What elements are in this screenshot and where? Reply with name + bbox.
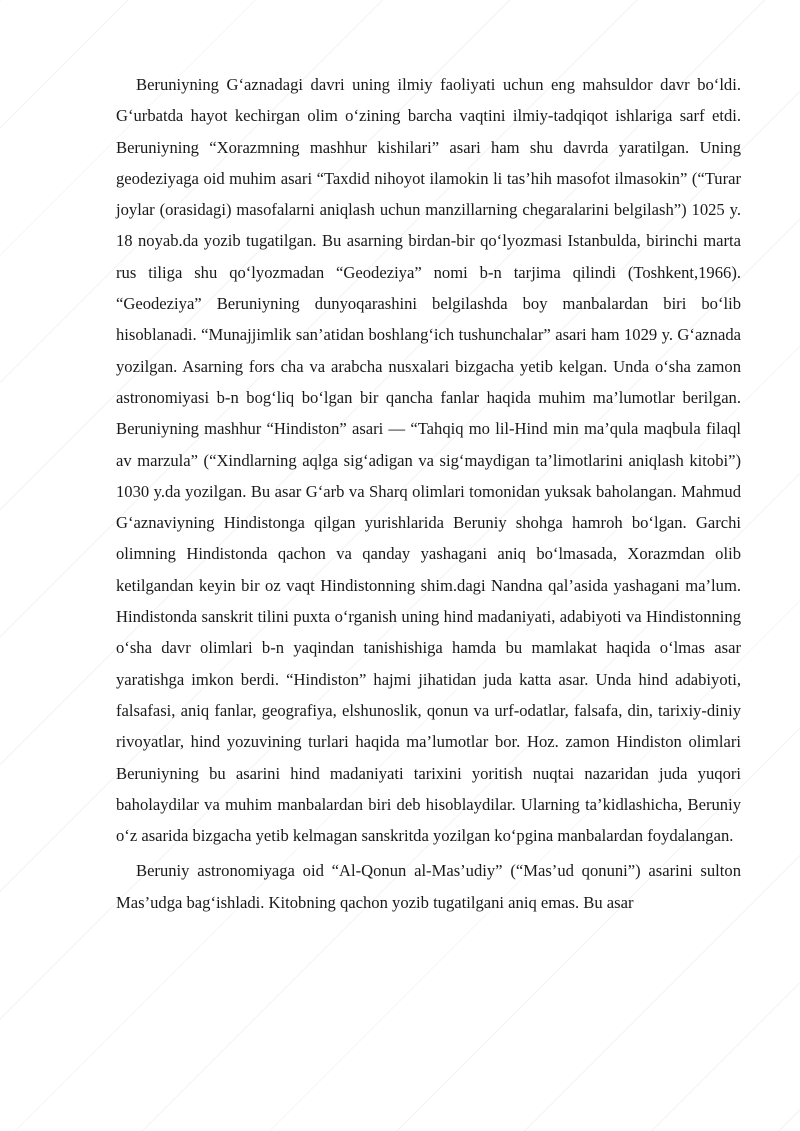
paragraph-qonun-masudiy: Beruniy astronomiyaga oid “Al-Qonun al-Mas’udiy” (“Mas’ud qonuni”) asarini sulton Mas’udga bag‘ishladi. Kitobning qachon yozib tugatilgani aniq emas. Bu asar — [116, 861, 741, 912]
paragraph-beruniy-ghazna-period: Beruniyning G‘aznadagi davri uning ilmiy faoliyati uchun eng mahsuldor davr bo‘ldi. G‘urbatda hayot kechirgan olim o‘zining barcha vaqtini ilmiy-tadqiqot ishlariga sarf etdi. Beruniyning “Xorazmning mashhur kishilari” asari ham shu davrda yaratilgan. Uning geodeziyaga oid muhim asari “Taxdid nihoyot ilamokin li tas’hih masofot ilmasokin” (“Turar joylar (orasidagi) masofalarni aniqlash uchun manzillarning chegaralarini belgilash”) 1025 y. 18 noyab.da yozib tugatilgan. Bu asarning birdan-bir qo‘lyozmasi Istanbulda, birinchi marta rus tiliga shu qo‘lyozmadan “Geodeziya” nomi b-n tarjima qilindi (Toshkent,1966). “Geodeziya” Beruniyning dunyoqarashini belgilashda boy manbalardan biri bo‘lib hisoblanadi. “Munajjimlik san’atidan boshlang‘ich tushunchalar” asari ham 1029 y. G‘aznada yozilgan. Asarning fors cha va arabcha nusxalari bizgacha yetib kelgan. Unda o‘sha zamon astronomiyasi b-n bog‘liq bo‘lgan bir qancha fanlar haqida muhim ma’lumotlar berilgan. Beruniyning mashhur “Hindiston” asari — “Tahqiq mo lil-Hind min ma’qula maqbula filaql av marzula” (“Xindlarning aqlga sig‘adigan va sig‘maydigan ta’limotlarini aniqlash kitobi”) 1030 y.da yozilgan. Bu asar G‘arb va Sharq olimlari tomonidan yuksak baholangan. Mahmud G‘aznaviyning Hindistonga qilgan yurishlarida Beruniy shohga hamroh bo‘lgan. Garchi olimning Hindistonda qachon va qanday yashagani aniq bo‘lmasada, Xorazmdan olib ketilgandan keyin bir oz vaqt Hindistonning shim.dagi Nandna qal’asida yashagani ma’lum. Hindistonda sanskrit tilini puxta o‘rganish uning hind madaniyati, adabiyoti va Hindistonning o‘sha davr olimlari b-n yaqindan tanishishiga hamda bu mamlakat haqida o‘lmas asar yaratishga imkon berdi. “Hindiston” hajmi jihatidan juda katta asar. Unda hind adabiyoti, falsafasi, aniq fanlar, geografiya, elshunoslik, qonun va urf-odatlar, falsafa, din, tarixiy-diniy rivoyatlar, hind yozuvining turlari haqida ma’lumotlar bor. Hoz. zamon Hindiston olimlari Beruniyning bu asarini hind madaniyati tarixini yoritish nuqtai nazaridan juda yuqori baholaydilar va muhim manbalardan biri deb hisoblaydilar. Ularning ta’kidlashicha, Beruniy o‘z asarida bizgacha yetib kelmagan sanskritda yozilgan ko‘pgina manbalardan foydalangan. — [116, 75, 741, 846]
document-body — [116, 69, 741, 918]
